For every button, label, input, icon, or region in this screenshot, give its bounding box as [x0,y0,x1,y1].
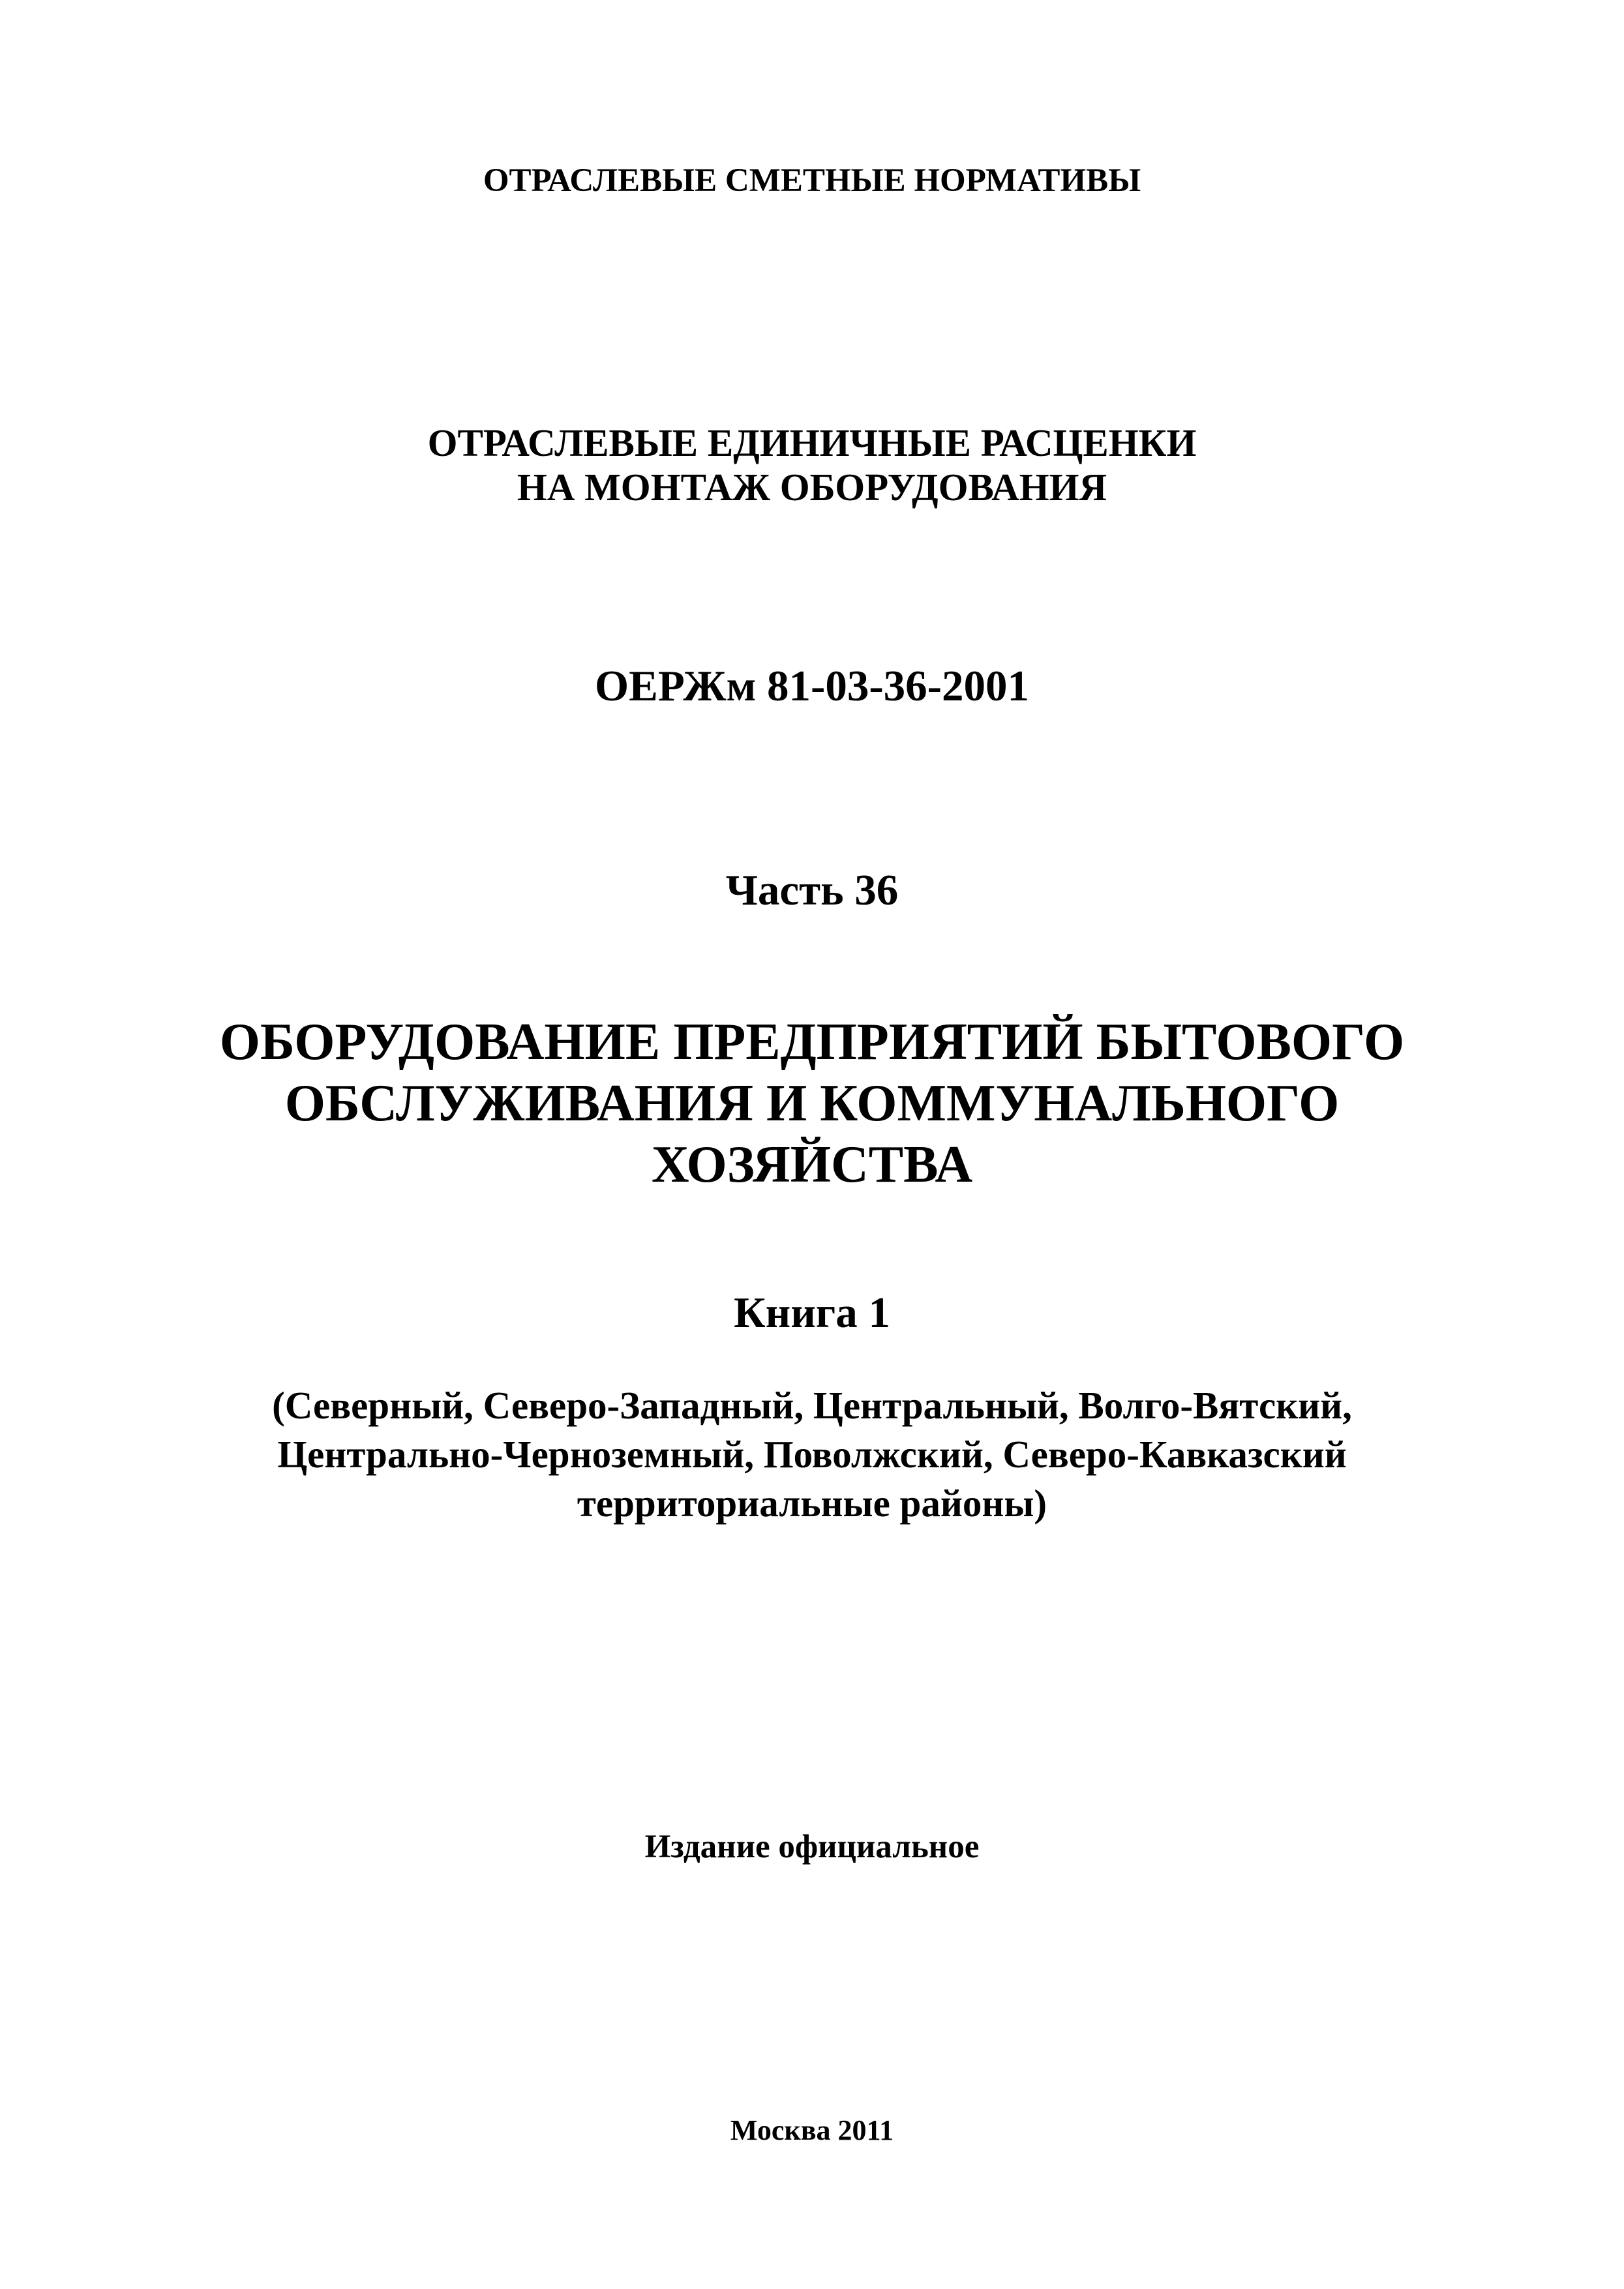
document-code: ОЕРЖм 81-03-36-2001 [595,662,1029,710]
edition-label: Издание официальное [644,1829,980,1865]
regions-line-1: (Северный, Северо-Западный, Центральный, Волго-Вятский, [272,1384,1352,1427]
regions-line-2: Центрально-Черноземный, Поволжский, Северо-Кавказский [277,1433,1347,1476]
rates-title-line-2: НА МОНТАЖ ОБОРУДОВАНИЯ [517,466,1107,509]
main-title-line-2: ОБСЛУЖИВАНИЯ И КОММУНАЛЬНОГО [284,1075,1340,1132]
series-heading: ОТРАСЛЕВЫЕ СМЕТНЫЕ НОРМАТИВЫ [483,162,1141,199]
book-number: Книга 1 [734,1289,890,1337]
main-title-line-1: ОБОРУДОВАНИЕ ПРЕДПРИЯТИЙ БЫТОВОГО [219,1013,1405,1071]
place-and-year: Москва 2011 [730,2114,894,2146]
regions-line-3: территориальные районы) [577,1482,1047,1525]
rates-title-line-1: ОТРАСЛЕВЫЕ ЕДИНИЧНЫЕ РАСЦЕНКИ [427,421,1197,464]
part-number: Часть 36 [725,866,899,914]
main-title-line-3: ХОЗЯЙСТВА [651,1136,973,1193]
